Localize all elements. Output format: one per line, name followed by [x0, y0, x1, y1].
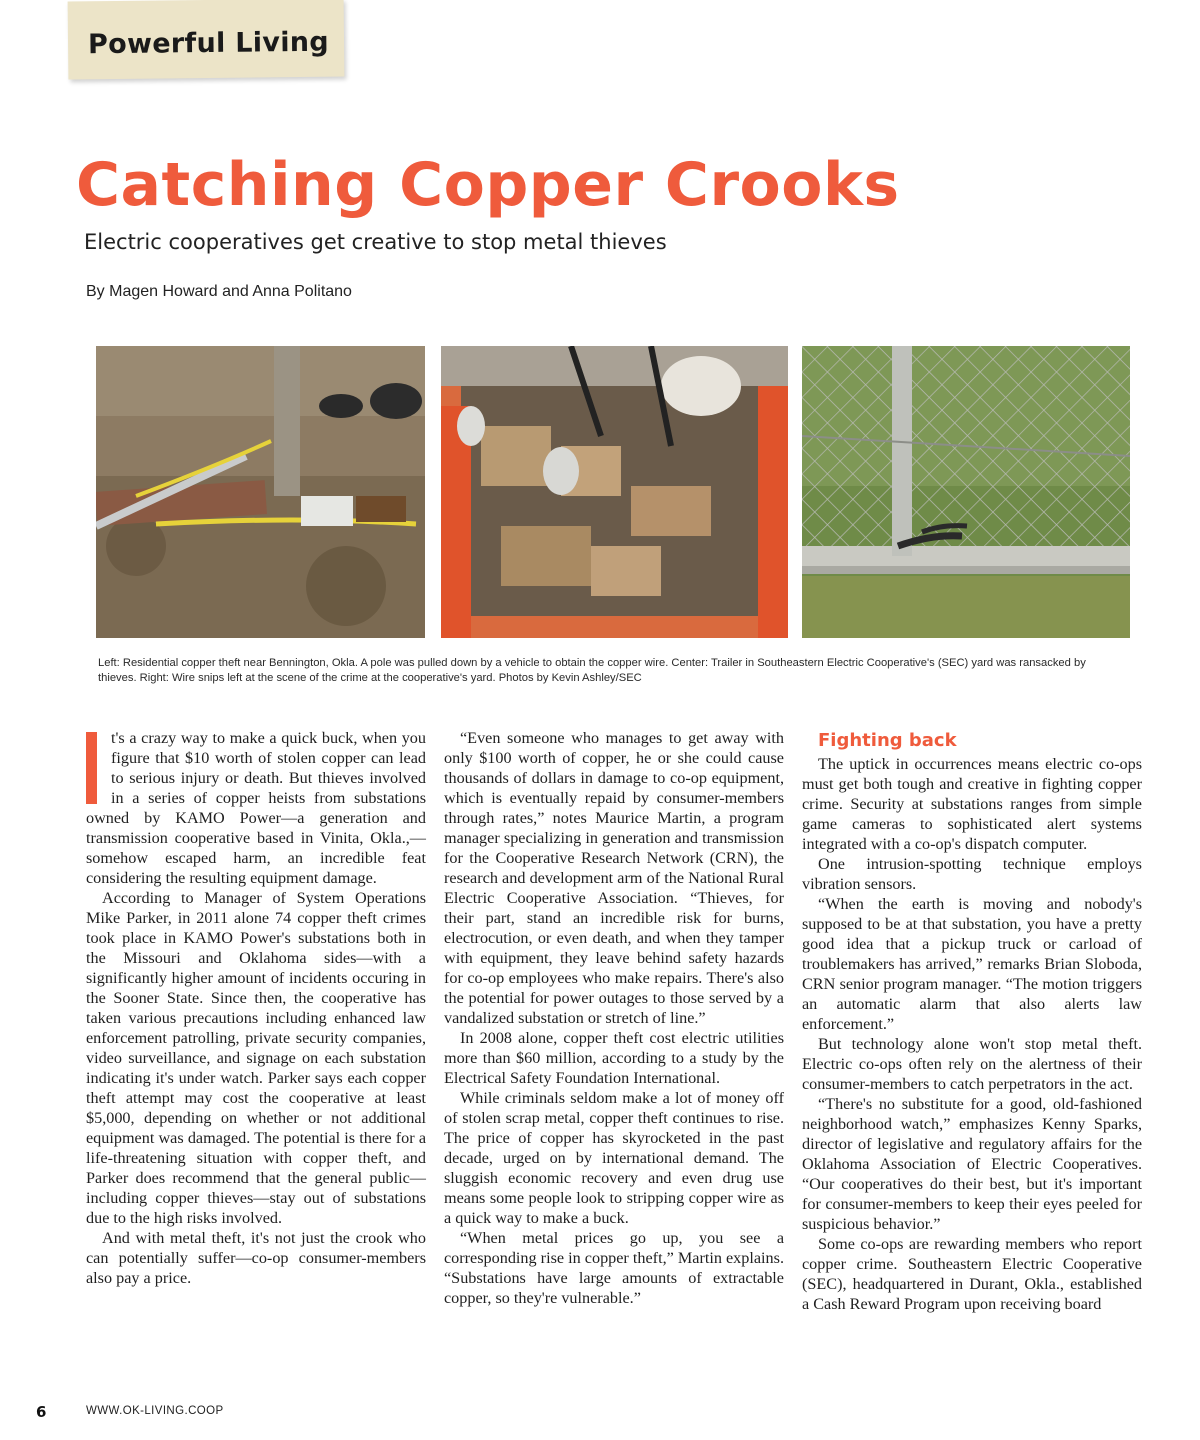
subhead: Fighting back: [818, 730, 957, 751]
body-paragraph: Some co-ops are rewarding members who report copper crime. Southeastern Electric Cooperative (SEC), headquartered in Durant, Okla., established a Cash Reward Program upon receiving board: [802, 1235, 1142, 1313]
body-paragraph: And with metal theft, it's not just the crook who can potentially suffer—co-op consumer-members also pay a price.: [86, 1229, 426, 1287]
site-url[interactable]: WWW.OK-LIVING.COOP: [86, 1405, 224, 1417]
article-column-3: [802, 728, 1142, 1314]
deck: Electric cooperatives get creative to stop metal thieves: [84, 230, 667, 254]
photo-left: [96, 346, 425, 638]
page-number: 6: [36, 1403, 47, 1421]
body-paragraph: According to Manager of System Operations Mike Parker, in 2011 alone 74 copper theft crimes took place in KAMO Power's substations both in the Missouri and Oklahoma sides—with a significantly higher amount of incidents occuring in the Sooner State. Since then, the cooperative has taken various precautions including enhanced law enforcement patrolling, private security companies, video surveillance, and signage on each substation indicating it's under watch. Parker says each copper theft attempt may cost the cooperative at least $5,000, depending on whether or not additional equipment was damaged. The potential is there for a life-threatening situation with copper theft, and Parker does recommend that the general public—including copper thieves—stay out of substations due to the high risks involved.: [86, 889, 426, 1227]
article-column-1: [86, 728, 426, 1288]
article-column-2: [444, 728, 784, 1308]
body-paragraph: The uptick in occurrences means electric co-ops must get both tough and creative in fighting copper crime. Security at substations ranges from simple game cameras to sophisticated alert systems integrated with a co-op's dispatch computer.: [802, 755, 1142, 853]
photo-center: [441, 346, 788, 638]
photo-caption: Left: Residential copper theft near Bennington, Okla. A pole was pulled down by a vehicle to obtain the copper wire. Center: Trailer in Southeastern Electric Cooperative's (SEC) yard was ransacked by thieves. Right: Wire snips left at the scene of the crime at the cooperative's yard. Photos by Kevin Ashley/SEC: [98, 657, 1086, 684]
drop-cap: [86, 732, 97, 804]
body-paragraph: One intrusion-spotting technique employs vibration sensors.: [802, 855, 1142, 893]
body-paragraph: “When the earth is moving and nobody's supposed to be at that substation, you have a pretty good idea that a pickup truck or carload of troublemakers has arrived,” remarks Brian Sloboda, CRN senior program manager. “The motion triggers an automatic alarm that also alerts law enforcement.”: [802, 895, 1142, 1033]
body-paragraph: [86, 728, 426, 888]
body-paragraph: In 2008 alone, copper theft cost electric utilities more than $60 million, according to a study by the Electrical Safety Foundation International.: [444, 1029, 784, 1087]
section-tab: [68, 0, 345, 79]
photo-right: [802, 346, 1130, 638]
body-paragraph: “There's no substitute for a good, old-fashioned neighborhood watch,” emphasizes Kenny Sparks, director of legislative and regulatory affairs for the Oklahoma Association of Electric Cooperatives. “Our cooperatives do their best, but it's important for consumer-members to keep their eyes peeled for suspicious behavior.”: [802, 1095, 1142, 1233]
section-tab-label: Powerful Living: [87, 26, 330, 61]
headline: Catching Copper Crooks: [76, 150, 900, 220]
body-paragraph: While criminals seldom make a lot of money off of stolen scrap metal, copper theft continues to rise. The price of copper has skyrocketed in the past decade, urged on by international demand. The sluggish economic recovery and even drug use means some people look to stripping copper wire as a quick way to make a buck.: [444, 1089, 784, 1227]
byline: By Magen Howard and Anna Politano: [86, 283, 352, 300]
body-paragraph: “Even someone who manages to get away with only $100 worth of copper, he or she could cause thousands of dollars in damage to co-op equipment, which is eventually repaid by consumer-members through rates,” notes Maurice Martin, a program manager specializing in generation and transmission for the Cooperative Research Network (CRN), the research and development arm of the National Rural Electric Cooperative Association. “Thieves, for their part, stand an incredible risk for burns, electrocution, or even death, and when they tamper with equipment, they leave behind safety hazards for co-op employees who make repairs. There's also the potential for power outages to those served by a vandalized substation or stretch of line.”: [444, 729, 784, 1027]
body-paragraph: “When metal prices go up, you see a corresponding rise in copper theft,” Martin explains. “Substations have large amounts of extractable copper, so they're vulnerable.”: [444, 1229, 784, 1307]
body-paragraph: But technology alone won't stop metal theft. Electric co-ops often rely on the alertness of their consumer-members to catch perpetrators in the act.: [802, 1035, 1142, 1093]
paragraph-text: t's a crazy way to make a quick buck, when you figure that $10 worth of stolen copper can lead to serious injury or death. But thieves involved in a series of copper heists from substations owned by KAMO Power—a generation and transmission cooperative based in Vinita, Okla.,—somehow escaped harm, an incredible feat considering the resulting equipment damage.: [86, 729, 426, 887]
